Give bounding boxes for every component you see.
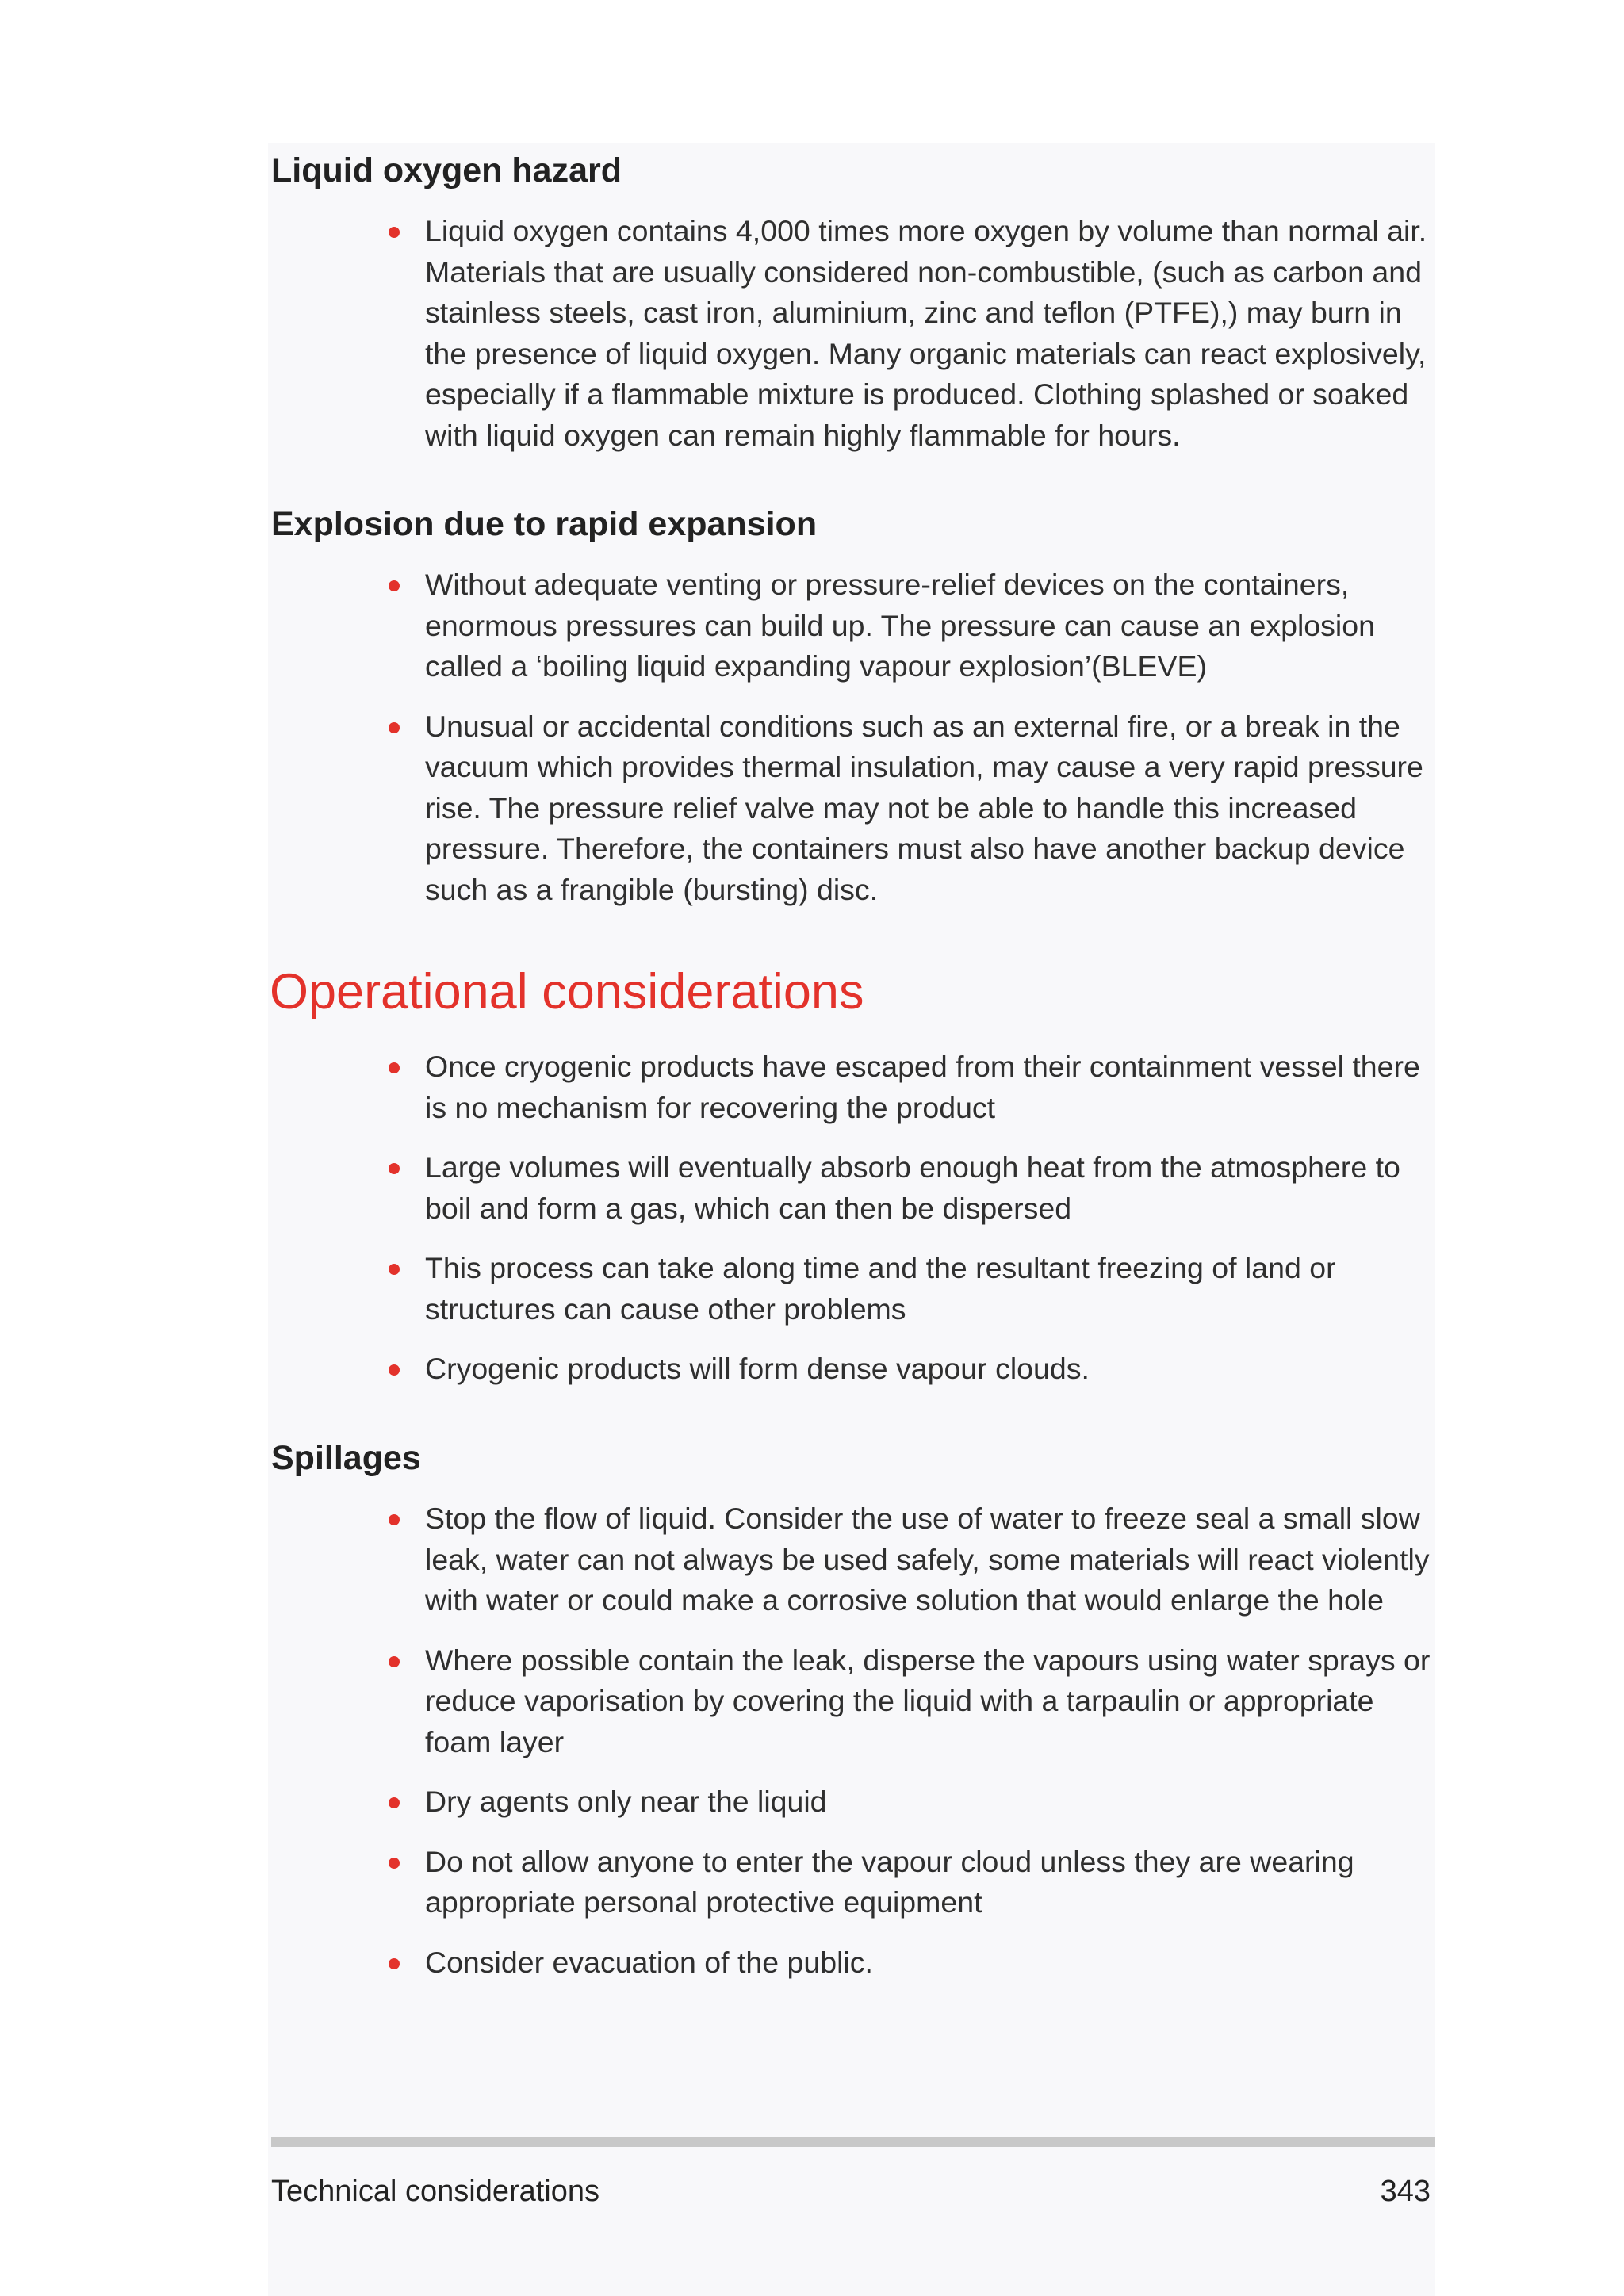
list-item-text: This process can take along time and the resultant freezing of land or structures can cause other problems: [425, 1251, 1336, 1326]
bullet-icon: [389, 1364, 400, 1376]
bullet-icon: [389, 1163, 400, 1174]
list-item-text: Consider evacuation of the public.: [425, 1945, 873, 1979]
bullet-icon: [389, 722, 400, 733]
list-item-text: Unusual or accidental conditions such as an external fire, or a break in the vacuum which provides thermal insulation, may cause a very rapid pressure rise. The pressure relief valve may not be able to handle this increased pressure. Therefore, the containers must also have another backup device such as a frangible (bursting) disc.: [425, 709, 1423, 906]
list-item-text: Without adequate venting or pressure-relief devices on the containers, enormous pressures can build up. The pressure can cause an explosion called a ‘boiling liquid expanding vapour explosion’(BLEVE): [425, 568, 1375, 683]
list-item-text: Once cryogenic products have escaped from their containment vessel there is no mechanism for recovering the product: [425, 1050, 1420, 1124]
list-item-text: Do not allow anyone to enter the vapour cloud unless they are wearing appropriate personal protective equipment: [425, 1844, 1354, 1919]
bullet-icon: [389, 580, 400, 591]
bullet-icon: [389, 1858, 400, 1869]
list-item: [0, 1842, 1434, 1923]
list-item: [0, 564, 1434, 687]
bullet-icon: [389, 1656, 400, 1667]
list-item: [0, 1349, 1434, 1390]
list-item: [0, 1498, 1434, 1621]
list-item: [0, 1147, 1434, 1229]
page-number: 343: [1380, 2175, 1431, 2208]
heading-explosion-rapid-expansion: Explosion due to rapid expansion: [271, 505, 818, 543]
bullet-icon: [389, 1797, 400, 1808]
heading-spillages: Spillages: [271, 1439, 421, 1477]
list-item: [0, 706, 1434, 911]
heading-liquid-oxygen-hazard: Liquid oxygen hazard: [271, 151, 622, 189]
explosion-list: [0, 564, 1624, 929]
list-item-text: Large volumes will eventually absorb enough heat from the atmosphere to boil and form a gas, which can then be dispersed: [425, 1150, 1400, 1225]
spillages-list: [0, 1498, 1624, 2002]
list-item-text: Where possible contain the leak, disperse the vapours using water sprays or reduce vaporisation by covering the liquid with a tarpaulin or appropriate foam layer: [425, 1643, 1431, 1758]
list-item-text: Dry agents only near the liquid: [425, 1785, 827, 1818]
bullet-icon: [389, 1958, 400, 1969]
list-item: [0, 211, 1434, 456]
list-item-text: Liquid oxygen contains 4,000 times more oxygen by volume than normal air. Materials that are usually considered non-combustible, (such as carbon and stainless steels, cast iron, aluminium, zinc and teflon (PTFE),) may burn in the presence of liquid oxygen. Many organic materials can react explosively, especially if a flammable mixture is produced. Clothing splashed or soaked with liquid oxygen can remain highly flammable for hours.: [425, 214, 1427, 452]
list-item: [0, 1942, 1434, 1984]
list-item: [0, 1047, 1434, 1128]
list-item: [0, 1640, 1434, 1763]
list-item: [0, 1781, 1434, 1823]
bullet-icon: [389, 227, 400, 238]
bullet-icon: [389, 1264, 400, 1275]
heading-operational-considerations: Operational considerations: [270, 964, 864, 1020]
footer-divider: [271, 2137, 1435, 2147]
bullet-icon: [389, 1062, 400, 1073]
list-item: [0, 1248, 1434, 1330]
list-item-text: Stop the flow of liquid. Consider the use of water to freeze seal a small slow leak, water can not always be used safely, some materials will react violently with water or could make a corrosive solution that would enlarge the hole: [425, 1502, 1430, 1617]
operational-list: [0, 1047, 1624, 1409]
bullet-icon: [389, 1514, 400, 1525]
list-item-text: Cryogenic products will form dense vapour clouds.: [425, 1352, 1090, 1385]
footer-section-title: Technical considerations: [271, 2175, 600, 2208]
liquid-oxygen-list: [0, 211, 1624, 475]
